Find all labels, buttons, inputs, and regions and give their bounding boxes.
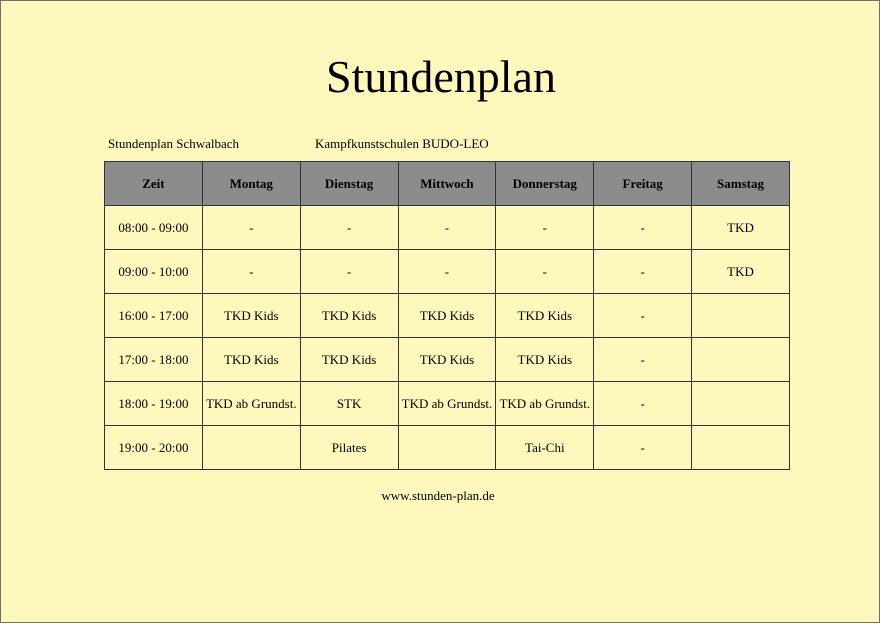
col-header-saturday: Samstag (692, 162, 790, 206)
table-cell: Pilates (300, 426, 398, 470)
table-cell: TKD Kids (496, 294, 594, 338)
page-title: Stundenplan (326, 51, 556, 102)
col-header-friday: Freitag (594, 162, 692, 206)
table-cell (202, 426, 300, 470)
table-cell: TKD Kids (300, 338, 398, 382)
table-cell (692, 382, 790, 426)
table-cell: TKD Kids (202, 294, 300, 338)
schedule-table (104, 161, 790, 470)
time-cell: 18:00 - 19:00 (105, 382, 203, 426)
table-row (105, 338, 790, 382)
table-cell (692, 426, 790, 470)
table-cell: Tai-Chi (496, 426, 594, 470)
table-cell: STK (300, 382, 398, 426)
schedule-location: Stundenplan Schwalbach (108, 136, 240, 151)
table-cell: - (496, 206, 594, 250)
footer-website: www.stunden-plan.de (381, 488, 495, 503)
table-cell: TKD Kids (300, 294, 398, 338)
col-header-thursday: Donnerstag (496, 162, 594, 206)
table-cell: - (594, 206, 692, 250)
table-row (105, 294, 790, 338)
col-header-tuesday: Dienstag (300, 162, 398, 206)
table-cell: - (594, 250, 692, 294)
table-cell: - (496, 250, 594, 294)
table-cell: - (202, 206, 300, 250)
time-cell: 17:00 - 18:00 (105, 338, 203, 382)
col-header-monday: Montag (202, 162, 300, 206)
table-cell: TKD ab Grundst. (202, 382, 300, 426)
table-cell (398, 426, 496, 470)
header-row (105, 162, 790, 206)
table-cell: TKD (692, 250, 790, 294)
table-cell: - (594, 426, 692, 470)
table-cell: - (398, 206, 496, 250)
table-cell: - (398, 250, 496, 294)
time-cell: 19:00 - 20:00 (105, 426, 203, 470)
col-header-wednesday: Mittwoch (398, 162, 496, 206)
table-cell: - (300, 250, 398, 294)
table-row (105, 382, 790, 426)
table-cell: TKD Kids (398, 338, 496, 382)
table-cell: TKD Kids (202, 338, 300, 382)
table-cell (692, 294, 790, 338)
table-cell: - (594, 382, 692, 426)
table-cell (692, 338, 790, 382)
time-cell: 09:00 - 10:00 (105, 250, 203, 294)
table-cell: TKD ab Grundst. (398, 382, 496, 426)
table-cell: TKD (692, 206, 790, 250)
table-row (105, 426, 790, 470)
table-cell: - (202, 250, 300, 294)
table-cell: - (300, 206, 398, 250)
table-row (105, 206, 790, 250)
time-cell: 16:00 - 17:00 (105, 294, 203, 338)
table-cell: TKD Kids (496, 338, 594, 382)
table-cell: - (594, 338, 692, 382)
table-cell: TKD ab Grundst. (496, 382, 594, 426)
col-header-time: Zeit (105, 162, 203, 206)
table-cell: TKD Kids (398, 294, 496, 338)
school-name: Kampfkunstschulen BUDO-LEO (315, 136, 489, 151)
table-cell: - (594, 294, 692, 338)
table-row (105, 250, 790, 294)
time-cell: 08:00 - 09:00 (105, 206, 203, 250)
